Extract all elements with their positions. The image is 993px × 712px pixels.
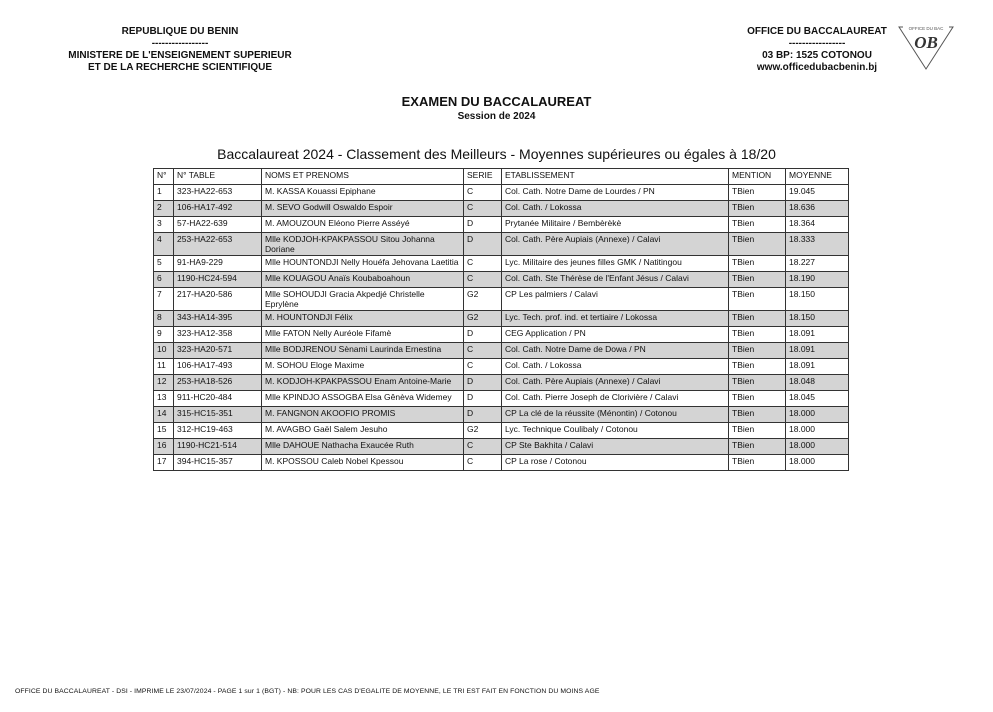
cell-name: M. HOUNTONDJI Félix [262, 311, 464, 327]
cell-average: 18.333 [786, 233, 849, 256]
cell-school: CP La rose / Cotonou [502, 455, 729, 471]
cell-name: M. FANGNON AKOOFIO PROMIS [262, 407, 464, 423]
cell-school: CP Les palmiers / Calavi [502, 288, 729, 311]
cell-name: Mlle FATON Nelly Auréole Fifamè [262, 327, 464, 343]
cell-mention: TBien [729, 311, 786, 327]
cell-name: M. SEVO Godwill Oswaldo Espoir [262, 201, 464, 217]
cell-table-number: 323-HA12-358 [174, 327, 262, 343]
cell-mention: TBien [729, 455, 786, 471]
cell-school: Col. Cath. / Lokossa [502, 201, 729, 217]
ministry-name-line2: ET DE LA RECHERCHE SCIENTIFIQUE [87, 62, 273, 73]
table-row [154, 423, 849, 439]
cell-series: D [464, 391, 502, 407]
cell-mention: TBien [729, 423, 786, 439]
cell-table-number: 91-HA9-229 [174, 256, 262, 272]
cell-series: C [464, 455, 502, 471]
cell-rank: 16 [154, 439, 174, 455]
cell-name: Mlle KPINDJO ASSOGBA Elsa Gênèva Widemey [262, 391, 464, 407]
cell-average: 18.636 [786, 201, 849, 217]
cell-series: C [464, 185, 502, 201]
table-title: Baccalaureat 2024 - Classement des Meilleurs - Moyennes supérieures ou égales à 18/20 [217, 146, 776, 162]
cell-series: C [464, 343, 502, 359]
cell-name: Mlle HOUNTONDJI Nelly Houéfa Jehovana Laetitia [262, 256, 464, 272]
cell-mention: TBien [729, 217, 786, 233]
cell-rank: 13 [154, 391, 174, 407]
cell-series: C [464, 201, 502, 217]
cell-average: 18.000 [786, 439, 849, 455]
cell-name: M. KODJOH-KPAKPASSOU Enam Antoine-Marie [262, 375, 464, 391]
cell-series: D [464, 375, 502, 391]
cell-table-number: 57-HA22-639 [174, 217, 262, 233]
cell-table-number: 315-HC15-351 [174, 407, 262, 423]
cell-name: Mlle SOHOUDJI Gracia Akpedjé Christelle Eprylène [262, 288, 464, 311]
cell-table-number: 217-HA20-586 [174, 288, 262, 311]
cell-school: Col. Cath. Ste Thérèse de l'Enfant Jésus / Calavi [502, 272, 729, 288]
cell-average: 18.227 [786, 256, 849, 272]
table-header-row [154, 169, 849, 185]
table-row [154, 391, 849, 407]
cell-average: 18.000 [786, 455, 849, 471]
document-title: EXAMEN DU BACCALAUREAT [401, 94, 592, 109]
col-header-number: N° [154, 169, 174, 185]
cell-average: 18.000 [786, 407, 849, 423]
header-left-separator: ----------------- [151, 38, 209, 49]
cell-table-number: 1190-HC21-514 [174, 439, 262, 455]
cell-mention: TBien [729, 407, 786, 423]
table-row [154, 311, 849, 327]
cell-table-number: 106-HA17-492 [174, 201, 262, 217]
cell-series: C [464, 359, 502, 375]
table-body [154, 185, 849, 471]
cell-rank: 11 [154, 359, 174, 375]
table-row [154, 185, 849, 201]
cell-school: Col. Cath. Notre Dame de Lourdes / PN [502, 185, 729, 201]
cell-name: M. KPOSSOU Caleb Nobel Kpessou [262, 455, 464, 471]
table-row [154, 233, 849, 256]
cell-rank: 2 [154, 201, 174, 217]
cell-series: C [464, 439, 502, 455]
cell-name: M. SOHOU Eloge Maxime [262, 359, 464, 375]
cell-mention: TBien [729, 391, 786, 407]
cell-series: G2 [464, 288, 502, 311]
svg-text:OB: OB [914, 33, 938, 52]
results-table [153, 168, 849, 471]
cell-average: 18.048 [786, 375, 849, 391]
cell-rank: 14 [154, 407, 174, 423]
cell-table-number: 911-HC20-484 [174, 391, 262, 407]
cell-school: CP Ste Bakhita / Calavi [502, 439, 729, 455]
table-row [154, 327, 849, 343]
col-header-table-number: N° TABLE [174, 169, 262, 185]
cell-name: M. KASSA Kouassi Epiphane [262, 185, 464, 201]
cell-average: 18.364 [786, 217, 849, 233]
cell-school: Prytanée Militaire / Bembèrèkè [502, 217, 729, 233]
cell-series: D [464, 233, 502, 256]
cell-table-number: 323-HA22-653 [174, 185, 262, 201]
cell-average: 18.091 [786, 359, 849, 375]
cell-rank: 10 [154, 343, 174, 359]
cell-series: G2 [464, 423, 502, 439]
cell-mention: TBien [729, 233, 786, 256]
cell-rank: 3 [154, 217, 174, 233]
cell-school: CEG Application / PN [502, 327, 729, 343]
office-address: 03 BP: 1525 COTONOU [762, 50, 872, 61]
cell-mention: TBien [729, 439, 786, 455]
cell-rank: 5 [154, 256, 174, 272]
cell-mention: TBien [729, 359, 786, 375]
cell-average: 18.091 [786, 343, 849, 359]
cell-average: 18.091 [786, 327, 849, 343]
cell-table-number: 394-HC15-357 [174, 455, 262, 471]
cell-average: 18.045 [786, 391, 849, 407]
col-header-names: NOMS ET PRENOMS [262, 169, 464, 185]
cell-average: 18.190 [786, 272, 849, 288]
cell-name: Mlle BODJRENOU Sènami Laurinda Ernestina [262, 343, 464, 359]
cell-rank: 7 [154, 288, 174, 311]
cell-mention: TBien [729, 201, 786, 217]
table-row [154, 407, 849, 423]
cell-name: M. AMOUZOUN Eléono Pierre Asséyé [262, 217, 464, 233]
cell-rank: 17 [154, 455, 174, 471]
table-row [154, 288, 849, 311]
cell-school: Lyc. Technique Coulibaly / Cotonou [502, 423, 729, 439]
cell-school: Col. Cath. / Lokossa [502, 359, 729, 375]
cell-rank: 1 [154, 185, 174, 201]
cell-series: D [464, 407, 502, 423]
table-row [154, 201, 849, 217]
cell-school: Lyc. Tech. prof. ind. et tertiaire / Lokossa [502, 311, 729, 327]
cell-rank: 8 [154, 311, 174, 327]
header-right-separator: ----------------- [788, 38, 846, 49]
cell-school: Lyc. Militaire des jeunes filles GMK / Natitingou [502, 256, 729, 272]
table-row [154, 256, 849, 272]
cell-table-number: 253-HA22-653 [174, 233, 262, 256]
session-subtitle: Session de 2024 [457, 111, 536, 122]
cell-school: Col. Cath. Père Aupiais (Annexe) / Calavi [502, 233, 729, 256]
cell-series: D [464, 217, 502, 233]
cell-average: 18.000 [786, 423, 849, 439]
cell-average: 18.150 [786, 311, 849, 327]
cell-name: Mlle DAHOUE Nathacha Exaucée Ruth [262, 439, 464, 455]
cell-name: M. AVAGBO Gaël Salem Jesuho [262, 423, 464, 439]
cell-table-number: 253-HA18-526 [174, 375, 262, 391]
cell-series: C [464, 272, 502, 288]
office-logo-icon [896, 24, 956, 72]
table-row [154, 455, 849, 471]
office-website: www.officedubacbenin.bj [756, 62, 878, 73]
cell-table-number: 1190-HC24-594 [174, 272, 262, 288]
cell-series: G2 [464, 311, 502, 327]
table-row [154, 359, 849, 375]
cell-rank: 9 [154, 327, 174, 343]
cell-mention: TBien [729, 343, 786, 359]
cell-school: CP La clé de la réussite (Ménontin) / Cotonou [502, 407, 729, 423]
svg-text:OFFICE DU BAC: OFFICE DU BAC [908, 26, 944, 31]
ministry-name-line1: MINISTERE DE L'ENSEIGNEMENT SUPERIEUR [68, 50, 292, 61]
cell-school: Col. Cath. Notre Dame de Dowa / PN [502, 343, 729, 359]
cell-name: Mlle KOUAGOU Anaïs Koubaboahoun [262, 272, 464, 288]
cell-school: Col. Cath. Père Aupiais (Annexe) / Calavi [502, 375, 729, 391]
office-name: OFFICE DU BACCALAUREAT [747, 26, 887, 37]
cell-rank: 4 [154, 233, 174, 256]
cell-mention: TBien [729, 327, 786, 343]
cell-average: 19.045 [786, 185, 849, 201]
cell-rank: 15 [154, 423, 174, 439]
page-footer: OFFICE DU BACCALAUREAT - DSI - IMPRIME LE 23/07/2024 - PAGE 1 sur 1 (BGT) - NB: POUR LES CAS D'EGALITE DE MOYENNE, LE TRI EST FAIT EN FONCTION DU MOINS AGE [15, 688, 600, 695]
cell-series: D [464, 327, 502, 343]
cell-table-number: 312-HC19-463 [174, 423, 262, 439]
header-right [737, 26, 897, 74]
cell-rank: 6 [154, 272, 174, 288]
cell-mention: TBien [729, 185, 786, 201]
cell-table-number: 106-HA17-493 [174, 359, 262, 375]
table-row [154, 439, 849, 455]
col-header-average: MOYENNE [786, 169, 849, 185]
header-left [55, 26, 305, 74]
cell-table-number: 343-HA14-395 [174, 311, 262, 327]
cell-mention: TBien [729, 272, 786, 288]
col-header-mention: MENTION [729, 169, 786, 185]
cell-mention: TBien [729, 375, 786, 391]
cell-series: C [464, 256, 502, 272]
table-row [154, 217, 849, 233]
col-header-school: ETABLISSEMENT [502, 169, 729, 185]
cell-rank: 12 [154, 375, 174, 391]
cell-table-number: 323-HA20-571 [174, 343, 262, 359]
col-header-series: SERIE [464, 169, 502, 185]
cell-mention: TBien [729, 288, 786, 311]
cell-name: Mlle KODJOH-KPAKPASSOU Sitou Johanna Doriane [262, 233, 464, 256]
cell-school: Col. Cath. Pierre Joseph de Clorivière / Calavi [502, 391, 729, 407]
cell-average: 18.150 [786, 288, 849, 311]
table-row [154, 272, 849, 288]
cell-mention: TBien [729, 256, 786, 272]
table-row [154, 343, 849, 359]
country-name: REPUBLIQUE DU BENIN [121, 26, 239, 37]
table-row [154, 375, 849, 391]
